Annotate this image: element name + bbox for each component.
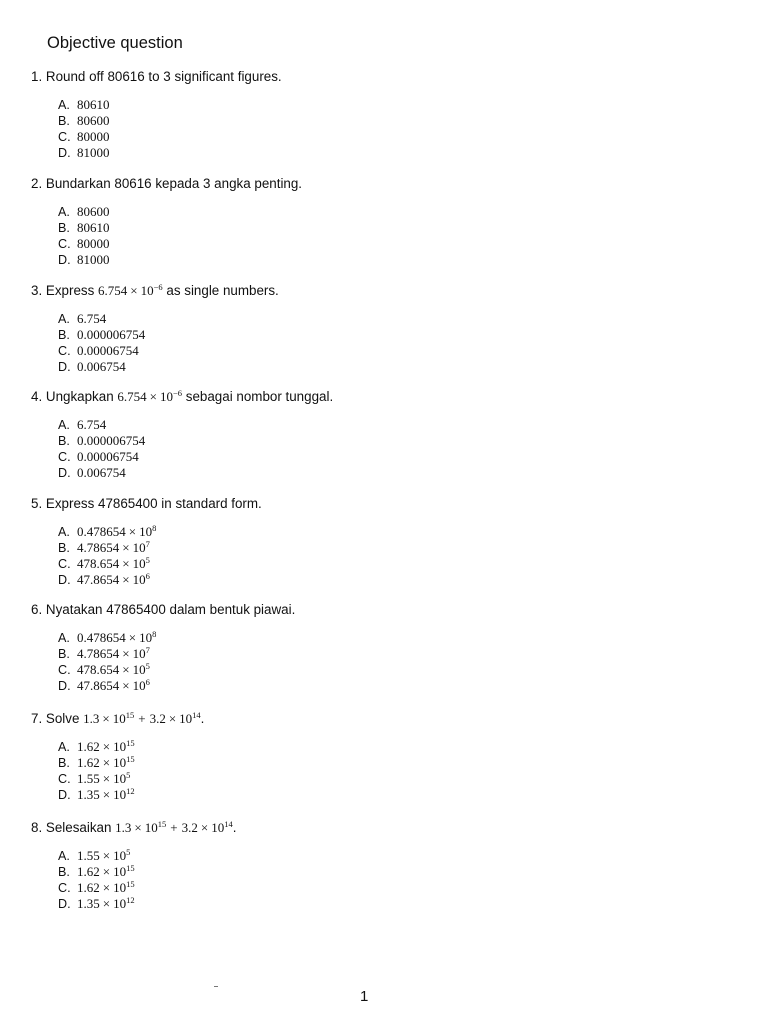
exponent: 5 [145,555,150,566]
period: . [232,820,237,835]
option-value: 0.000006754 [77,433,146,449]
option-letter: B. [58,541,70,556]
mantissa: 1.35 [77,896,100,912]
base: 10 [140,283,154,298]
base: 10 [132,662,146,678]
times-sign: × [102,864,111,880]
option-list [31,417,731,481]
option-value: 80610 [77,97,110,112]
base: 10 [113,755,127,771]
base: 10 [132,556,146,572]
option-value: 81000 [77,252,110,268]
question-stem [31,175,731,192]
times-sign: × [168,711,177,726]
exponent: 15 [126,754,135,765]
question-number: 4. [31,389,43,404]
times-sign: × [102,755,111,771]
times-sign: × [102,848,111,863]
mantissa: 0.478654 [77,630,126,645]
exponent: −6 [172,388,183,398]
question-suffix: as single numbers. [166,283,279,298]
option-d[interactable] [58,678,731,694]
option-value [77,678,150,693]
option-value [77,864,135,879]
option-value [77,771,130,786]
question-number: 6. [31,602,43,617]
question-text: Bundarkan 80616 kepada 3 angka penting. [45,176,303,191]
base: 10 [113,848,127,863]
exponent: 6 [145,571,150,582]
option-letter: A. [58,631,70,645]
exponent: 12 [126,786,135,797]
option-value [77,556,150,571]
option-d[interactable] [58,787,731,803]
option-list [31,97,731,161]
option-letter: B. [58,221,70,236]
question-text: Express 47865400 in standard form. [45,496,262,511]
times-sign: × [122,646,130,662]
option-letter: C. [58,663,71,678]
question-2 [31,175,731,268]
times-sign: × [122,572,130,588]
base: 10 [132,540,146,556]
option-a[interactable] [58,417,731,433]
option-value: 0.006754 [77,359,126,375]
base: 10 [144,820,158,835]
question-stem [31,495,731,512]
mantissa: 4.78654 [77,540,120,556]
option-letter: C. [58,450,71,465]
option-letter: D. [58,788,71,803]
option-c[interactable] [58,880,731,896]
option-b[interactable] [58,220,731,236]
page-number: 1 [360,988,369,1005]
option-value: 0.00006754 [77,449,139,465]
base: 10 [113,896,127,912]
option-letter: C. [58,237,71,252]
exponent: 7 [145,645,150,656]
base: 10 [179,711,193,726]
question-stem [31,282,731,299]
times-sign: × [122,678,130,694]
mantissa: 478.654 [77,556,120,572]
mantissa: 1.62 [77,755,100,771]
base: 10 [113,739,127,754]
exponent: 7 [145,539,150,550]
option-value: 80600 [77,113,110,129]
option-list [31,739,731,803]
option-c[interactable] [58,236,731,252]
option-value [77,540,150,555]
question-number: 8. [31,820,43,835]
mantissa: 47.8654 [77,572,120,588]
option-c[interactable] [58,662,731,678]
question-stem [31,819,731,836]
option-b[interactable] [58,646,731,662]
times-sign: × [128,524,137,539]
exponent: 14 [192,710,201,720]
option-a[interactable] [58,204,731,220]
exponent: 15 [126,738,135,748]
question-8 [31,819,731,912]
times-sign: × [102,711,110,726]
mantissa: 1.35 [77,787,100,803]
mantissa: 1.55 [77,771,100,787]
option-a[interactable] [58,97,731,113]
option-c[interactable] [58,449,731,465]
exponent: 5 [126,770,131,781]
question-number: 2. [31,176,43,191]
plus-sign: + [138,711,146,726]
option-d[interactable] [58,896,731,912]
question-suffix: sebagai nombor tunggal. [185,389,334,404]
times-sign: × [102,771,111,787]
base: 10 [112,711,126,726]
exponent: 12 [126,895,135,906]
option-letter: B. [58,647,70,662]
option-value [77,755,135,770]
expression [98,283,163,298]
base: 10 [113,880,127,896]
option-value: 6.754 [77,417,107,432]
option-list [31,204,731,268]
option-value: 0.00006754 [77,343,139,359]
exponent: 5 [126,847,131,857]
exponent: 6 [145,677,150,688]
expression [115,820,233,835]
option-value: 80000 [77,236,110,252]
stray-mark [214,986,218,987]
times-sign: × [122,662,130,678]
question-6 [31,601,731,694]
exponent: 15 [125,710,135,720]
question-3 [31,282,731,375]
option-letter: B. [58,434,70,449]
times-sign: × [128,630,137,645]
option-value [77,848,130,863]
option-letter: A. [58,205,70,219]
expression [83,711,201,726]
period: . [200,711,205,726]
option-c[interactable] [58,771,731,787]
question-number: 5. [31,496,43,511]
mantissa: 3.2 [181,820,198,835]
page-title: Objective question [47,34,183,52]
option-a[interactable] [58,630,731,646]
option-a[interactable] [58,848,731,864]
question-number: 7. [31,711,43,726]
mantissa: 3.2 [149,711,166,726]
option-letter: C. [58,130,71,145]
base: 10 [159,389,173,404]
option-d[interactable] [58,359,731,375]
times-sign: × [102,787,111,803]
option-letter: A. [58,418,70,432]
option-value: 80610 [77,220,110,236]
base: 10 [113,787,127,803]
mantissa: 6.754 [117,389,147,404]
question-stem [31,68,731,85]
mantissa: 47.8654 [77,678,120,694]
option-letter: B. [58,328,70,343]
exponent: 5 [145,661,150,672]
option-letter: D. [58,146,71,161]
times-sign: × [102,896,111,912]
option-d[interactable] [58,465,731,481]
option-letter: C. [58,881,71,896]
option-c[interactable] [58,129,731,145]
option-value [77,572,150,587]
question-prefix: Solve [45,711,80,726]
exponent: 14 [224,819,233,829]
question-stem [31,601,731,618]
option-b[interactable] [58,327,731,343]
exponent: 8 [152,629,157,639]
option-letter: C. [58,557,71,572]
option-letter: D. [58,897,71,912]
mantissa: 6.754 [98,283,128,298]
times-sign: × [122,556,130,572]
option-c[interactable] [58,556,731,572]
base: 10 [139,524,153,539]
question-prefix: Selesaikan [45,820,112,835]
base: 10 [132,646,146,662]
mantissa: 4.78654 [77,646,120,662]
option-letter: D. [58,679,71,694]
option-value [77,787,135,802]
option-value: 81000 [77,145,110,161]
option-c[interactable] [58,343,731,359]
option-d[interactable] [58,252,731,268]
option-letter: D. [58,573,71,588]
option-letter: B. [58,865,70,880]
option-letter: A. [58,312,70,326]
times-sign: × [200,820,209,835]
option-letter: A. [58,740,70,754]
option-value [77,739,135,754]
option-value: 0.000006754 [77,327,146,343]
times-sign: × [134,820,142,835]
exponent: 15 [126,863,135,874]
question-7 [31,710,731,803]
option-d[interactable] [58,145,731,161]
mantissa: 1.3 [115,820,132,835]
option-value [77,662,150,677]
exponent: 8 [152,523,157,533]
option-list [31,524,731,588]
base: 10 [132,572,146,588]
base: 10 [132,678,146,694]
option-b[interactable] [58,540,731,556]
exponent: 15 [126,879,135,890]
option-letter: D. [58,466,71,481]
question-stem [31,710,731,727]
option-value [77,646,150,661]
question-5 [31,495,731,588]
mantissa: 1.62 [77,864,100,880]
question-text: Nyatakan 47865400 dalam bentuk piawai. [45,602,296,617]
option-d[interactable] [58,572,731,588]
option-value: 80600 [77,204,110,219]
base: 10 [139,630,153,645]
mantissa: 1.62 [77,880,100,896]
mantissa: 0.478654 [77,524,126,539]
question-prefix: Express [45,283,95,298]
option-value: 80000 [77,129,110,145]
question-number: 1. [31,69,43,84]
mantissa: 1.55 [77,848,100,863]
question-text: Round off 80616 to 3 significant figures. [45,69,282,84]
plus-sign: + [170,820,178,835]
question-prefix: Ungkapkan [45,389,114,404]
option-letter: A. [58,525,70,539]
option-letter: A. [58,849,70,863]
exponent: 15 [157,819,167,829]
times-sign: × [149,389,157,404]
times-sign: × [102,880,111,896]
option-letter: A. [58,98,70,112]
times-sign: × [102,739,111,754]
option-b[interactable] [58,113,731,129]
question-1 [31,68,731,161]
expression [117,389,182,404]
option-letter: B. [58,756,70,771]
question-stem [31,388,731,405]
mantissa: 478.654 [77,662,120,678]
times-sign: × [130,283,138,298]
question-number: 3. [31,283,43,298]
option-value: 6.754 [77,311,107,326]
base: 10 [113,771,127,787]
times-sign: × [122,540,130,556]
option-letter: B. [58,114,70,129]
option-value [77,630,156,645]
option-letter: D. [58,360,71,375]
mantissa: 1.3 [83,711,100,726]
base: 10 [211,820,225,835]
option-letter: C. [58,772,71,787]
option-value [77,896,135,911]
option-value: 0.006754 [77,465,126,481]
option-b[interactable] [58,433,731,449]
option-a[interactable] [58,311,731,327]
question-4 [31,388,731,481]
mantissa: 1.62 [77,739,100,754]
option-a[interactable] [58,739,731,755]
option-list [31,848,731,912]
option-letter: C. [58,344,71,359]
option-list [31,311,731,375]
option-value [77,524,156,539]
option-value [77,880,135,895]
option-list [31,630,731,694]
base: 10 [113,864,127,880]
option-b[interactable] [58,864,731,880]
option-b[interactable] [58,755,731,771]
option-a[interactable] [58,524,731,540]
option-letter: D. [58,253,71,268]
exponent: −6 [153,282,163,292]
